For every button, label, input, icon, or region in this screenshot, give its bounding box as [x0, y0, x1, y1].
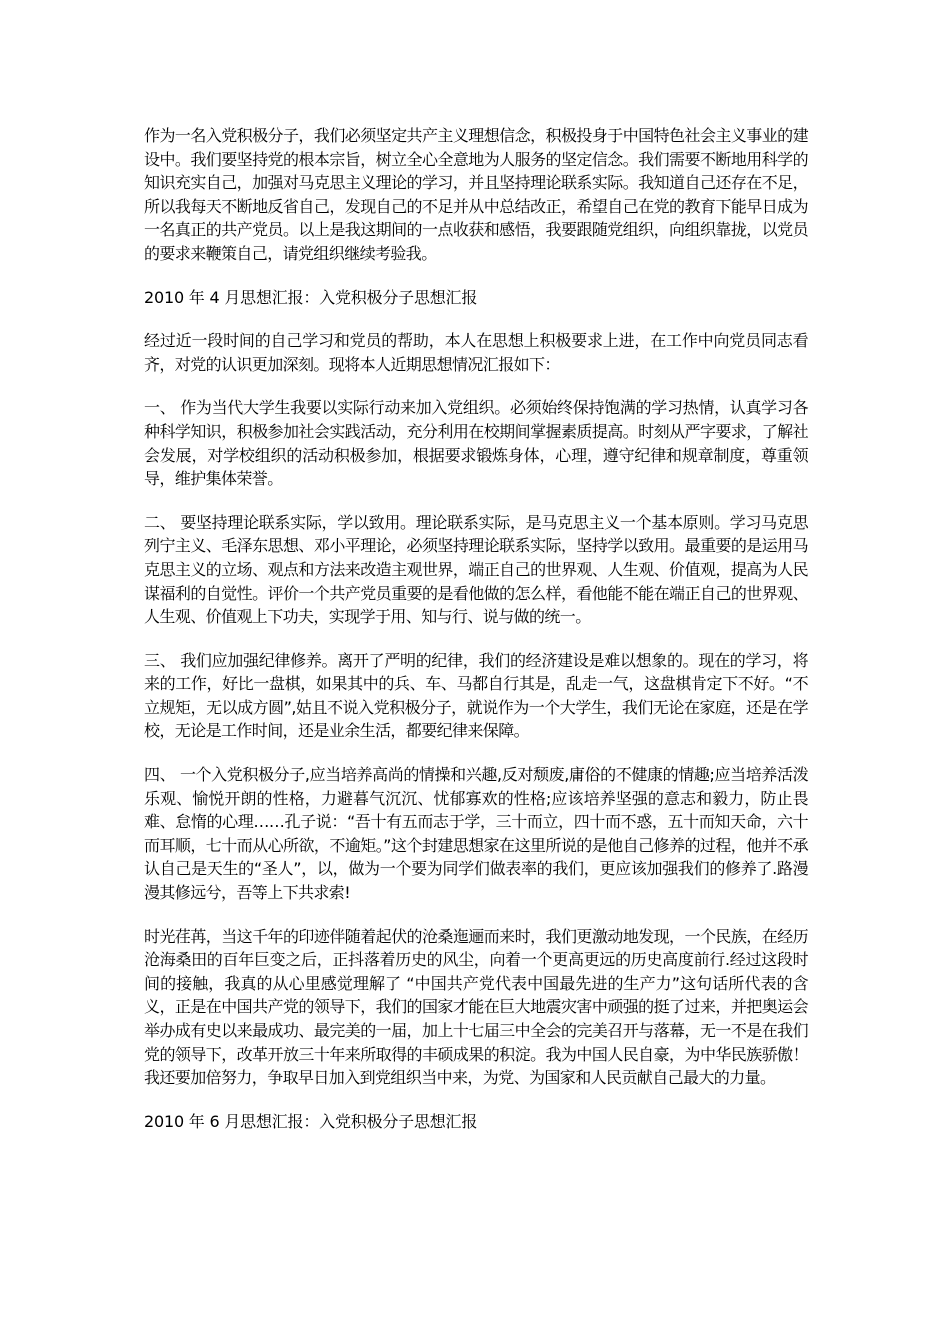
paragraph-point-four: 四、 一个入党积极分子,应当培养高尚的情操和兴趣,反对颓废,庸俗的不健康的情趣;应当培养活泼乐观、愉悦开朗的性格，力避暮气沉沉、忧郁寡欢的性格;应该培养坚强的意志和毅力，防止畏难、怠惰的心理……孔子说：“吾十有五而志于学，三十而立，四十而不惑，五十而知天命，六十而耳顺，七十而从心所欲，不逾矩。”这个封建思想家在这里所说的是他自己修养的过程，他并不承认自己是天生的“圣人”，以，做为一个要为同学们做表率的我们，更应该加强我们的修养了.路漫漫其修远兮，吾等上下共求索! [144, 765, 808, 903]
paragraph-point-one: 一、 作为当代大学生我要以实际行动来加入党组织。必须始终保持饱满的学习热情，认真学习各种科学知识，积极参加社会实践活动，充分利用在校期间掌握素质提高。时刻从严字要求，了解社会发展，对学校组织的活动积极参加，根据要求锻炼身体，心理，遵守纪律和规章制度，尊重领导，维护集体荣誉。 [144, 398, 808, 489]
paragraph-intro: 作为一名入党积极分子，我们必须坚定共产主义理想信念，积极投身于中国特色社会主义事业的建设中。我们要坚持党的根本宗旨，树立全心全意地为人服务的坚定信念。我们需要不断地用科学的知识充实自己，加强对马克思主义理论的学习，并且坚持理论联系实际。我知道自己还存在不足，所以我每天不断地反省自己，发现自己的不足并从中总结改正，希望自己在党的教育下能早日成为一名真正的共产党员。以上是我这期间的一点收获和感悟，我要跟随党组织，向组织靠拢，以党员的要求来鞭策自己，请党组织继续考验我。 [144, 126, 808, 263]
section-heading-april: 2010 年 4 月思想汇报：入党积极分子思想汇报 [144, 287, 478, 307]
paragraph-report-intro: 经过近一段时间的自己学习和党员的帮助，本人在思想上积极要求上进，在工作中向党员同志看齐，对党的认识更加深刻。现将本人近期思想情况汇报如下： [144, 331, 808, 374]
paragraph-point-three: 三、 我们应加强纪律修养。离开了严明的纪律，我们的经济建设是难以想象的。现在的学习，将来的工作，好比一盘棋，如果其中的兵、车、马都自行其是，乱走一气，这盘棋肯定下不好。“不立规矩，无以成方圆”,姑且不说入党积极分子，就说作为一个大学生，我们无论在家庭，还是在学校，无论是工作时间，还是业余生活，都要纪律来保障。 [144, 650, 808, 741]
section-heading-june: 2010 年 6 月思想汇报：入党积极分子思想汇报 [144, 1111, 478, 1131]
paragraph-point-two: 二、 要坚持理论联系实际，学以致用。理论联系实际，是马克思主义一个基本原则。学习马克思列宁主义、毛泽东思想、邓小平理论，必须坚持理论联系实际，坚持学以致用。最重要的是运用马克思主义的立场、观点和方法来改造主观世界，端正自己的世界观、人生观、价值观，提高为人民谋福利的自觉性。评价一个共产党员重要的是看他做的怎么样，看他能不能在端正自己的世界观、人生观、价值观上下功夫，实现学于用、知与行、说与做的统一。 [144, 512, 808, 627]
paragraph-conclusion: 时光荏苒，当这千年的印迹伴随着起伏的沧桑迤逦而来时，我们更激动地发现，一个民族，在经历沧海桑田的百年巨变之后，正抖落着历史的风尘，向着一个更高更远的历史高度前行.经过这段时间的接触，我真的从心里感觉理解了 “中国共产党代表中国最先进的生产力”这句话所代表的含义，正是在中国共产党的领导下，我们的国家才能在巨大地震灾害中顽强的挺了过来，并把奥运会举办成有史以来最成功、最完美的一届，加上十七届三中全会的完美召开与落幕，无一不是在我们党的领导下，改革开放三十年来所取得的丰硕成果的积淀。我为中国人民自豪，为中华民族骄傲！我还要加倍努力，争取早日加入到党组织当中来，为党、为国家和人民贡献自己最大的力量。 [144, 926, 808, 1088]
document-page [144, 124, 808, 1153]
